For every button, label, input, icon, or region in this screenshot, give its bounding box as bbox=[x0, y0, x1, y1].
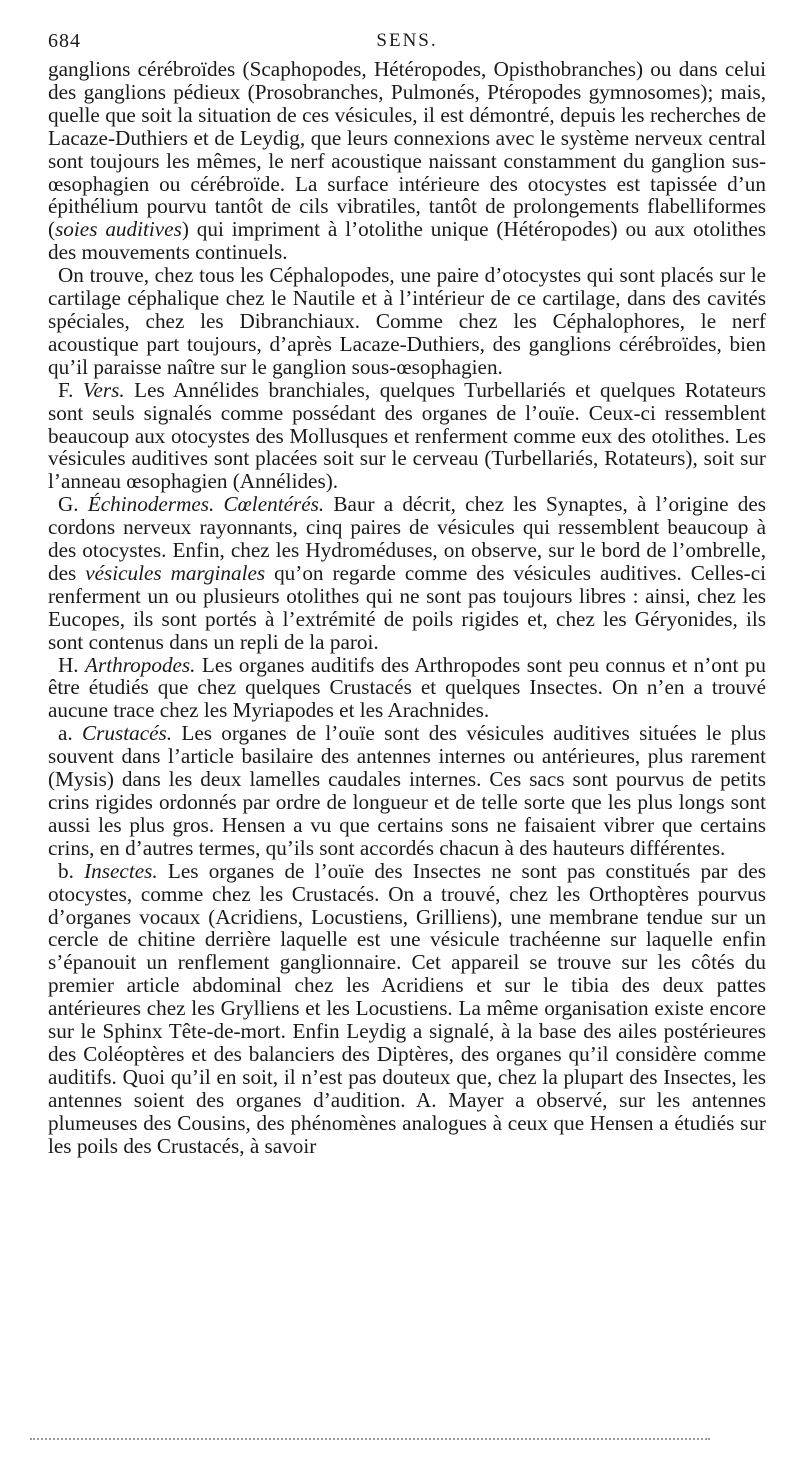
section-echinodermes bbox=[48, 493, 766, 653]
text-run: Les organes de l’ouïe sont des vésicules auditives situées le plus souvent dans l’article basilaire des antennes internes ou antérieures, plus rarement (Mysis) dans les deux lamelles caudales internes. Ces sacs sont pourvus de petits crins rigides ordonnés par ordre de longueur et de telle sorte que les plus longs sont aussi les plus gros. Hensen a vu que certains sons ne faisaient vibrer que certains crins, en d’autres termes, qu’ils sont accordés chacun à des hauteurs différentes. bbox=[48, 721, 766, 860]
section-label: a. bbox=[58, 721, 83, 746]
paragraph-continuation bbox=[48, 58, 766, 264]
book-page bbox=[48, 30, 766, 1158]
text-run: On trouve, chez tous les Céphalopodes, une paire d’otocystes qui sont placés sur le cartilage céphalique chez le Nautile et à l’intérieur de ce cartilage, dans des cavités spéciales, chez les Dibranchiaux. Comme chez les Céphalophores, le nerf acoustique part toujours, d’après Lacaze-Duthiers, des ganglions cérébroïdes, bien qu’il paraisse naître sur le ganglion sous-œsophagien. bbox=[48, 263, 766, 379]
section-label: H. bbox=[58, 652, 86, 677]
section-crustaces bbox=[48, 722, 766, 859]
section-label: G. bbox=[58, 492, 88, 517]
section-title: Insectes. bbox=[84, 858, 158, 883]
section-title: Vers. bbox=[82, 377, 125, 402]
text-run: Les Annélides branchiales, quelques Turbellariés et quelques Rotateurs sont seuls signalés comme possédant des organes de l’ouïe. Ceux-ci ressemblent beaucoup aux otocystes des Mollusques et renferment comme eux des otolithes. Les vésicules auditives sont placées soit sur le cerveau (Turbellariés, Rotateurs), soit sur l’anneau œsophagien (Annélides). bbox=[48, 377, 766, 494]
text-run: Les organes de l’ouïe des Insectes ne sont pas constitués par des otocystes, comme chez les Crustacés. On a trouvé, chez les Orthoptères pourvus d’organes vocaux (Acridiens, Locustiens, Grilliens), une membrane tendue sur un cercle de chitine derrière laquelle est une vésicule trachéenne sur laquelle enfin s’épanouit un renflement ganglionnaire. Cet appareil se trouve sur les côtés du premier article abdominal chez les Acridiens et sur le tibia des deux pattes antérieures chez les Grylliens et les Locustiens. La même organisation existe encore sur le Sphinx Tête-de-mort. Enfin Leydig a signalé, à la base des ailes postérieures des Coléoptères et des balanciers des Diptères, des organes qu’il considère comme auditifs. Quoi qu’il en soit, il n’est pas douteux que, chez la plupart des Insectes, les antennes soient des organes d’audition. A. Mayer a observé, sur les antennes plumeuses des Cousins, des phénomènes analogues à ceux que Hensen a étudiés sur les poils des Crustacés, à savoir bbox=[48, 858, 766, 1158]
text-run: Les organes auditifs des Arthropodes sont peu connus et n’ont pu être étudiés que chez quelques Crustacés et quelques Insectes. On n’en a trouvé aucune trace chez les Myriapodes et les Arachnides. bbox=[48, 652, 766, 723]
section-arthropodes bbox=[48, 654, 766, 723]
section-insectes bbox=[48, 860, 766, 1158]
running-head bbox=[48, 30, 766, 58]
emphasis-soies-auditives: soies auditives bbox=[55, 217, 182, 242]
page-number: 684 bbox=[48, 30, 81, 52]
section-title: Échinodermes. Cœlentérés. bbox=[87, 492, 325, 517]
section-title: Crustacés. bbox=[82, 721, 173, 746]
text-run: Baur a décrit, chez les Synaptes, à l’origine des cordons nerveux rayonnants, cinq paires de vésicules qui ressemblent beaucoup à des otocystes. Enfin, chez les Hydroméduses, on observe, sur le bord de l’ombrelle, des bbox=[48, 492, 766, 585]
emphasis-vesicules-marginales: vésicules marginales bbox=[85, 560, 266, 585]
section-vers bbox=[48, 379, 766, 494]
section-label: b. bbox=[58, 858, 85, 883]
section-title: Arthropodes. bbox=[85, 652, 196, 677]
body-text bbox=[48, 58, 766, 1158]
footer-rule bbox=[30, 1438, 710, 1440]
running-title: SENS. bbox=[376, 30, 438, 51]
section-label: F. bbox=[58, 377, 83, 402]
text-run: ganglions cérébroïdes (Scaphopodes, Hétéropodes, Opisthobranches) ou dans celui des ganglions pédieux (Prosobranches, Pulmonés, Ptéropodes gymnosomes); mais, quelle que soit la situation de ces vésicules, il est démontré, depuis les recherches de Lacaze-Duthiers et de Leydig, que leurs connexions avec le système nerveux central sont toujours les mêmes, le nerf acoustique naissant constamment du ganglion sus-œsophagien ou cérébroïde. La surface intérieure des otocystes est tapissée d’un épithélium pourvu tantôt de cils vibratiles, tantôt de prolongements flabelliformes ( bbox=[48, 57, 766, 242]
text-run: qu’on regarde comme des vésicules auditives. Celles-ci renferment un ou plusieurs otolithes qui ne sont pas toujours libres : ainsi, chez les Eucopes, ils sont portés à l’extrémité de poils rigides et, chez les Géryonides, ils sont contenus dans un repli de la paroi. bbox=[48, 560, 767, 654]
text-run: ) qui impriment à l’otolithe unique (Hétéropodes) ou aux otolithes des mouvements continuels. bbox=[48, 217, 766, 265]
paragraph-cephalopodes bbox=[48, 264, 766, 379]
